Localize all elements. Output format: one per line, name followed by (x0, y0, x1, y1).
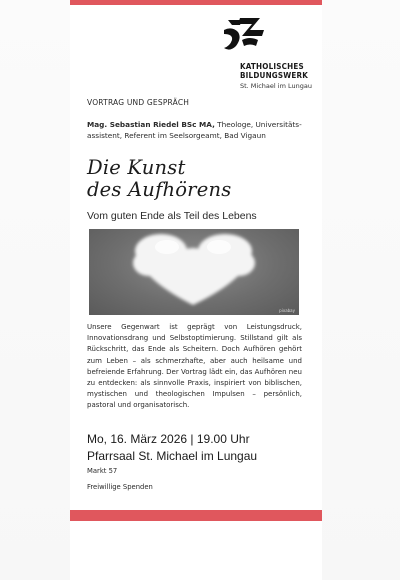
event-subtitle: Vom guten Ende als Teil des Lebens (87, 210, 257, 222)
speaker-info (87, 120, 312, 141)
admission-note: Freiwillige Spenden (87, 483, 153, 491)
event-address: Markt 57 (87, 467, 118, 475)
event-title (87, 157, 317, 201)
logo-line-2: BILDUNGSWERK (240, 71, 309, 80)
event-type-label: VORTRAG UND GESPRÄCH (87, 98, 190, 107)
event-date: Mo, 16. März 2026 (87, 432, 188, 446)
event-venue: Pfarrsaal St. Michael im Lungau (87, 449, 258, 463)
speaker-details: Theologe, Universitäts-assistent, Referent im Seelsorgeamt, Bad Vigaun (87, 120, 302, 140)
kbw-logo-icon (220, 16, 268, 54)
title-line-1: Die Kunst (87, 156, 186, 179)
logo-wordmark (240, 62, 308, 80)
event-datetime (87, 432, 250, 446)
event-description: Unsere Gegenwart ist geprägt von Leistungsdruck, Innovationsdrang und Selbstoptimierung. Stillstand gilt als Rückschritt, das Ende als Scheitern. Doch Aufhören gehört zum Leben – als schmerzhafte, aber auch heilsame und befreiende Erfahrung. Der Vortrag lädt ein, das Aufhören neu zu entdecken: als sinnvolle Praxis, inspiriert von biblischen, mystischen und theologischen Impulsen – persönlich, pastoral und organisatorisch. (87, 323, 302, 410)
cloud-heart-photo (89, 229, 299, 315)
logo-location: St. Michael im Lungau (240, 82, 312, 90)
top-accent-bar (70, 0, 322, 5)
organization-logo (220, 16, 320, 90)
date-time-separator: | (190, 432, 194, 446)
photo-credit: pixabay (279, 308, 295, 313)
event-time: 19.00 Uhr (196, 432, 250, 446)
title-line-2: des Aufhörens (87, 178, 232, 201)
logo-line-1: KATHOLISCHES (240, 62, 304, 71)
heart-cloud-image (89, 229, 299, 315)
speaker-name: Mag. Sebastian Riedel BSc MA, (87, 120, 215, 129)
bottom-accent-bar (70, 510, 322, 521)
